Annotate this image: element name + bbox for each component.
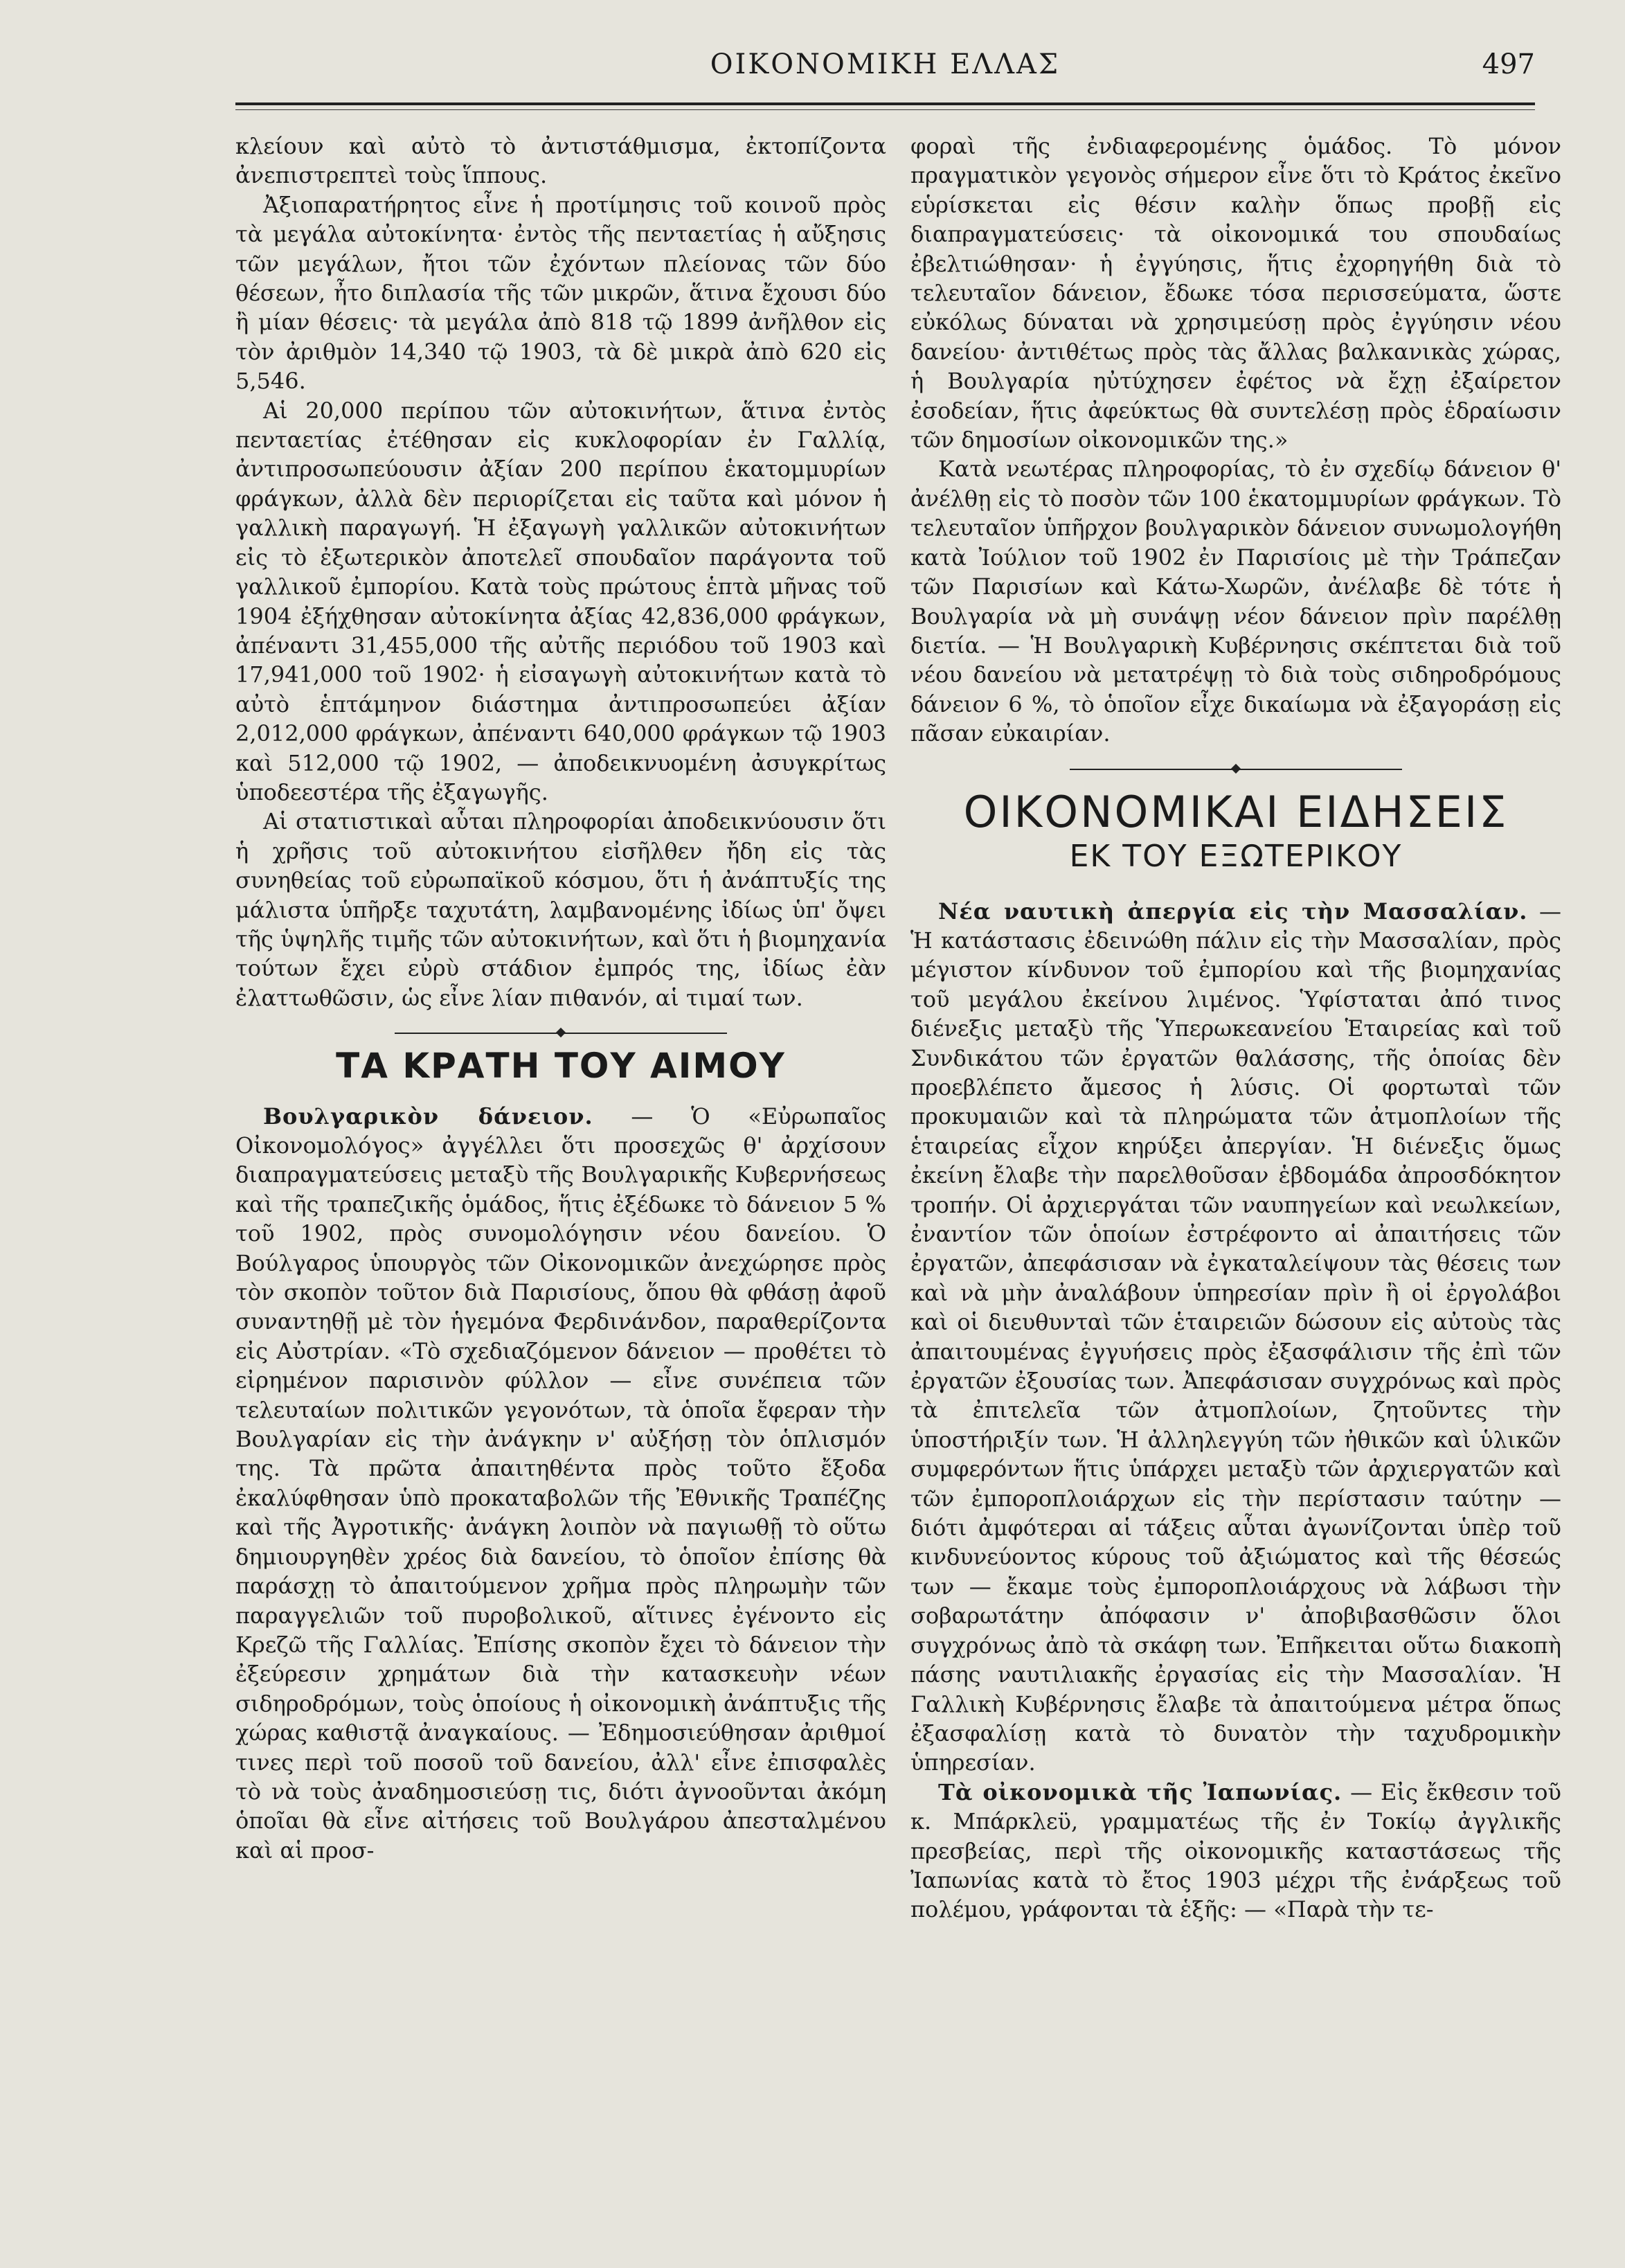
section-divider	[1070, 765, 1402, 774]
section-divider	[395, 1029, 727, 1037]
item-body: — Ἡ κατάστασις ἐδεινώθη πάλιν εἰς τὴν Μασσαλίαν, πρὸς μέγιστον κίνδυνον τοῦ ἐμπορίου καὶ τῆς βιομηχανίας τοῦ μεγάλου ἐκείνου λιμένος. Ὑφίσταται ἀπό τινος διένεξις μεταξὺ τῆς Ὑπερωκεανείου Ἑταιρείας καὶ τοῦ Συνδικάτου τῶν ἐργατῶν θαλάσσης, τῆς ὁποίας δὲν προεβλέπετο ἄμεσος ἡ λύσις. Οἱ φορτωταὶ τῶν προκυμαιῶν καὶ τὰ πληρώματα τῶν ἀτμοπλοίων τῆς ἑταιρείας εἶχον κηρύξει ἀπεργίαν. Ἡ διένεξις ὅμως ἐκείνη ἔλαβε τὴν παρελθοῦσαν ἑβδομάδα ἀπροσδόκητον τροπήν. Οἱ ἀρχιεργάται τῶν ναυπηγείων καὶ νεωλκείων, ἐναντίον τῶν ὁποίων ἐστρέφοντο αἱ ἀπαιτήσεις τῶν ἐργατῶν, ἀπεφάσισαν νὰ ἐγκαταλείψουν τὰς θέσεις των καὶ νὰ μὴν ἀναλάβουν ὑπηρεσίαν πρὶν ἢ οἱ ἐργολάβοι καὶ οἱ διευθυνταὶ τῶν ἑταιρειῶν δώσουν εἰς αὐτοὺς τὰς ἀπαιτουμένας ἐγγυήσεις πρὸς ἐξασφάλισιν τῆς ἐπὶ τῶν ἐργατῶν ἐξουσίας των. Ἀπεφάσισαν συγχρόνως καὶ πρὸς τὰ ἐπιτελεῖα τῶν ἀτμοπλοίων, ζητοῦντες τὴν ὑποστήριξίν των. Ἡ ἀλληλεγγύη τῶν ἠθικῶν καὶ ὑλικῶν συμφερόντων ἥτις ὑπάρχει μεταξὺ τῶν ἀρχιεργατῶν καὶ τῶν ἐμποροπλοιάρχων εἰς τὴν περίστασιν ταύτην — διότι ἀμφότεραι αἱ τάξεις αὗται ἀγωνίζονται ὑπὲρ τοῦ κινδυνεύοντος κύρους τοῦ ἀξιώματος καὶ τῆς θέσεώς των — ἔκαμε τοὺς ἐμποροπλοιάρχους νὰ λάβωσι τὴν σοβαρωτάτην ἀπόφασιν ν' ἀποβιβασθῶσιν ὅλοι συγχρόνως ἀπὸ τὰ σκάφη των. Ἐπῆκειται οὕτω διακοπὴ πάσης ναυτιλιακῆς ἐργασίας εἰς τὴν Μασσαλίαν. Ἡ Γαλλικὴ Κυβέρνησις ἔλαβε τὰ ἀπαιτούμενα μέτρα ὅπως ἐξασφαλίσῃ κατὰ τὸ δυνατὸν τὴν ταχυδρομικὴν ὑπηρεσίαν.	[910, 898, 1562, 1776]
paragraph: κλείουν καὶ αὐτὸ τὸ ἀντιστάθμισμα, ἐκτοπίζοντα ἀνεπιστρεπτεὶ τοὺς ἵππους.	[235, 133, 886, 189]
header-rule-thick	[235, 102, 1535, 105]
page-header	[235, 48, 1535, 97]
item-title: Νέα ναυτικὴ ἀπεργία εἰς τὴν Μασσαλίαν.	[938, 898, 1528, 925]
paragraph: φοραὶ τῆς ἐνδιαφερομένης ὁμάδος. Τὸ μόνον πραγματικὸν γεγονὸς σήμερον εἶνε ὅτι τὸ Κράτος ἐκεῖνο εὑρίσκεται εἰς θέσιν καλὴν ὅπως προβῇ εἰς διαπραγματεύσεις· τὰ οἰκονομικά του σπουδαίως ἐβελτιώθησαν· ἡ ἐγγύησις, ἥτις ἐχορηγήθη διὰ τὸ τελευταῖον δάνειον, ἔδωκε τόσα περισσεύματα, ὥστε εὐκόλως δύναται νὰ χρησιμεύσῃ πρὸς ἐγγύησιν νέου δανείου· ἀντιθέτως πρὸς τὰς ἄλλας βαλκανικὰς χώρας, ἡ Βουλγαρία ηὐτύχησεν ἐφέτος νὰ ἔχῃ ἐξαίρετον ἐσοδείαν, ἥτις ἀφεύκτως θὰ συντελέσῃ πρὸς ἑδραίωσιν τῶν δημοσίων οἰκονομικῶν της.»	[910, 133, 1561, 454]
news-item	[235, 1102, 886, 1866]
paragraph: Αἱ 20,000 περίπου τῶν αὐτοκινήτων, ἅτινα ἐντὸς πενταετίας ἐτέθησαν εἰς κυκλοφορίαν ἐν Γαλλίᾳ, ἀντιπροσωπεύουσιν ἀξίαν 200 περίπου ἑκατομμυρίων φράγκων, ἀλλὰ δὲν περιορίζεται εἰς ταῦτα καὶ μόνον ἡ γαλλικὴ παραγωγή. Ἡ ἐξαγωγὴ γαλλικῶν αὐτοκινήτων εἰς τὸ ἐξωτερικὸν ἀποτελεῖ σπουδαῖον παράγοντα τοῦ γαλλικοῦ ἐμπορίου. Κατὰ τοὺς πρώτους ἑπτὰ μῆνας τοῦ 1904 ἐξήχθησαν αὐτοκίνητα ἀξίας 42,836,000 φράγκων, ἀπέναντι 31,455,000 τῆς αὐτῆς περιόδου τοῦ 1903 καὶ 17,941,000 τοῦ 1902· ἡ εἰσαγωγὴ αὐτοκινήτων κατὰ τὸ αὐτὸ ἑπτάμηνον διάστημα ἀντιπροσωπεύει ἀξίαν 2,012,000 φράγκων, ἀπέναντι 640,000 φράγκων τῷ 1903 καὶ 512,000 τῷ 1902, — ἀποδεικνυομένη ἀσυγκρίτως ὑποδεεστέρα τῆς ἐξαγωγῆς.	[235, 397, 886, 805]
header-rule-thin	[235, 109, 1535, 110]
left-column	[235, 132, 886, 1865]
section-heading: ΤΑ ΚΡΑΤΗ ΤΟΥ ΑΙΜΟΥ	[336, 1046, 786, 1087]
paragraph: Κατὰ νεωτέρας πληροφορίας, τὸ ἐν σχεδίῳ δάνειον θ' ἀνέλθῃ εἰς τὸ ποσὸν τῶν 100 ἑκατομμυρίων φράγκων. Τὸ τελευταῖον ὑπῆρχον βουλγαρικὸν δάνειον συνωμολογήθη κατὰ Ἰούλιον τοῦ 1902 ἐν Παρισίοις μὲ τὴν Τράπεζαν τῶν Παρισίων καὶ Κάτω-Χωρῶν, ἀνέλαβε δὲ τότε ἡ Βουλγαρία νὰ μὴ συνάψῃ νέον δάνειον πρὶν παρέλθῃ διετία. — Ἡ Βουλγαρικὴ Κυβέρνησις σκέπτεται διὰ τοῦ νέου δανείου νὰ μετατρέψῃ τὸ διὰ τοὺς σιδηροδρόμους δάνειον 6 %, τὸ ὁποῖον εἶχε δικαίωμα νὰ ἐξαγοράσῃ εἰς πᾶσαν εὐκαιρίαν.	[910, 456, 1561, 747]
right-column	[910, 132, 1561, 1925]
news-item	[910, 897, 1561, 1778]
paragraph: Ἀξιοπαρατήρητος εἶνε ἡ προτίμησις τοῦ κοινοῦ πρὸς τὰ μεγάλα αὐτοκίνητα· ἐντὸς τῆς πενταετίας ἡ αὔξησις τῶν μεγάλων, ἤτοι τῶν ἐχόντων πλείονας τῶν δύο θέσεων, ἦτο διπλασία τῆς τῶν μικρῶν, ἅτινα ἔχουσι δύο ἢ μίαν θέσεις· τὰ μεγάλα ἀπὸ 818 τῷ 1899 ἀνῆλθον εἰς τὸν ἀριθμὸν 14,340 τῷ 1903, τὰ δὲ μικρὰ ἀπὸ 620 εἰς 5,546.	[235, 191, 886, 395]
section-subheading: ΕΚ ΤΟΥ ΕΞΩΤΕΡΙΚΟΥ	[1069, 838, 1403, 874]
paragraph: Αἱ στατιστικαὶ αὗται πληροφορίαι ἀποδεικνύουσιν ὅτι ἡ χρῆσις τοῦ αὐτοκινήτου εἰσῆλθεν ἤδη εἰς τὰς συνηθείας τοῦ εὐρωπαϊκοῦ κόσμου, ὅτι ἡ ἀνάπτυξίς της μάλιστα ὑπῆρξε ταχυτάτη, λαμβανομένης ἰδίως ὑπ' ὄψει τῆς ὑψηλῆς τιμῆς τῶν αὐτοκινήτων, καὶ ὅτι ἡ βιομηχανία τούτων ἔχει εὐρὺ στάδιον ἐμπρός της, ἰδίως ἐὰν ἐλαττωθῶσιν, ὡς εἶνε λίαν πιθανόν, αἱ τιμαί των.	[235, 808, 886, 1011]
page-number: 497	[1482, 48, 1535, 80]
news-item	[910, 1778, 1561, 1925]
section-heading: ΟΙΚΟΝΟΜΙΚΑΙ ΕΙΔΗΣΕΙΣ	[963, 786, 1509, 837]
item-body: — Εἰς ἔκθεσιν τοῦ κ. Μπάρκλεϋ, γραμματέως τῆς ἐν Τοκίῳ ἀγγλικῆς πρεσβείας, περὶ τῆς οἰκονομικῆς καταστάσεως τῆς Ἰαπωνίας κατὰ τὸ ἔτος 1903 μέχρι τῆς ἐνάρξεως τοῦ πολέμου, γράφονται τὰ ἑξῆς: — «Παρὰ τὴν τε-	[910, 1778, 1562, 1923]
running-title: ΟΙΚΟΝΟΜΙΚΗ ΕΛΛΑΣ	[710, 48, 1061, 80]
item-body: — Ὁ «Εὐρωπαῖος Οἰκονομολόγος» ἀγγέλλει ὅτι προσεχῶς θ' ἀρχίσουν διαπραγματεύσεις μεταξὺ τῆς Βουλγαρικῆς Κυβερνήσεως καὶ τῆς τραπεζικῆς ὁμάδος, ἥτις ἐξέδωκε τὸ δάνειον 5 % τοῦ 1902, πρὸς συνομολόγησιν νέου δανείου. Ὁ Βούλγαρος ὑπουργὸς τῶν Οἰκονομικῶν ἀνεχώρησε πρὸς τὸν σκοπὸν τοῦτον διὰ Παρισίους, ὅπου θὰ φθάσῃ ἀφοῦ συναντηθῇ μὲ τὸν ἡγεμόνα Φερδινάνδον, παραθερίζοντα εἰς Αὐστρίαν. «Τὸ σχεδιαζόμενον δάνειον — προθέτει τὸ εἰρημένον παρισινὸν φύλλον — εἶνε συνέπεια τῶν τελευταίων πολιτικῶν γεγονότων, τὰ ὁποῖα ἔφεραν τὴν Βουλγαρίαν εἰς τὴν ἀνάγκην ν' αὐξήσῃ τὸν ὁπλισμόν της. Τὰ πρῶτα ἀπαιτηθέντα πρὸς τοῦτο ἔξοδα ἐκαλύφθησαν ὑπὸ προκαταβολῶν τῆς Ἐθνικῆς Τραπέζης καὶ τῆς Ἀγροτικῆς· ἀνάγκη λοιπὸν νὰ παγιωθῇ τὸ οὕτω δημιουργηθὲν χρέος διὰ δανείου, τὸ ὁποῖον ἐπίσης θὰ παράσχῃ τὸ ἀπαιτούμενον χρῆμα πρὸς πληρωμὴν τῶν παραγγελιῶν τοῦ πυροβολικοῦ, αἵτινες ἐγένοντο εἰς Κρεζῶ τῆς Γαλλίας. Ἐπίσης σκοπὸν ἔχει τὸ δάνειον τὴν ἐξεύρεσιν χρημάτων διὰ τὴν κατασκευὴν νέων σιδηροδρόμων, τοὺς ὁποίους ἡ οἰκονομικὴ ἀνάπτυξις τῆς χώρας καθιστᾷ ἀναγκαίους. — Ἐδημοσιεύθησαν ἀριθμοί τινες περὶ τοῦ ποσοῦ τοῦ δανείου, ἀλλ' εἶνε ἐπισφαλὲς τὸ νὰ τοὺς ἀναδημοσιεύσῃ τις, διότι ἀγνοοῦνται ἀκόμη ὁποῖαι θὰ εἶνε αἰτήσεις τοῦ Βουλγάρου ἀπεσταλμένου καὶ αἱ προσ-	[235, 1102, 887, 1864]
item-title: Τὰ οἰκονομικὰ τῆς Ἰαπωνίας.	[938, 1778, 1343, 1805]
item-title: Βουλγαρικὸν δάνειον.	[263, 1102, 593, 1129]
